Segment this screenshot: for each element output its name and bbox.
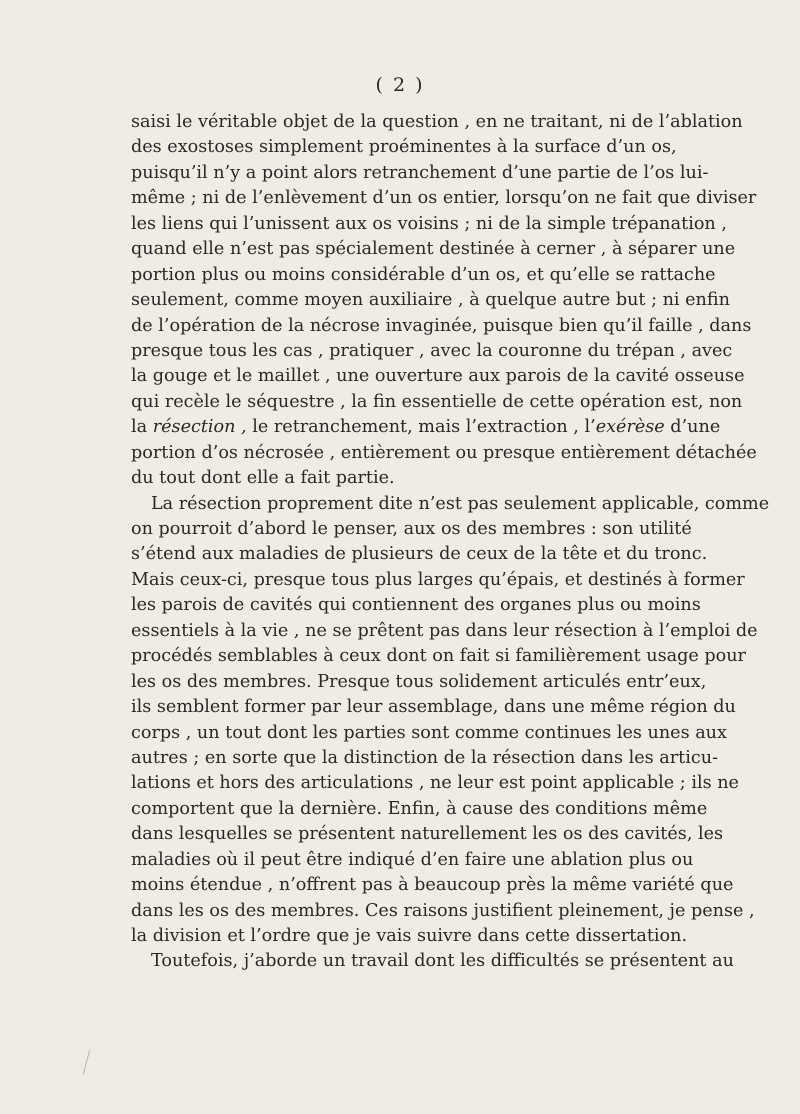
text-line: les parois de cavités qui contiennent des organes plus ou moins xyxy=(131,595,701,616)
text-line: la gouge et le maillet , une ouverture aux parois de la cavité osseuse xyxy=(131,366,745,387)
italic-term-exerese: exérèse xyxy=(595,417,665,438)
paragraph-start-line: La résection proprement dite n’est pas seulement applicable, comme xyxy=(151,493,770,514)
body-text xyxy=(131,110,770,975)
text-line: procédés semblables à ceux dont on fait si familièrement usage pour xyxy=(131,646,746,667)
text-line: du tout dont elle a fait partie. xyxy=(131,468,395,489)
text-line-with-italics xyxy=(131,415,721,440)
text-line: quand elle n’est pas spécialement destinée à cerner , à séparer une xyxy=(131,239,736,260)
text-line: comportent que la dernière. Enfin, à cause des conditions même xyxy=(131,798,708,819)
text-line: portion d’os nécrosée , entièrement ou presque entièrement détachée xyxy=(131,442,757,463)
paragraph-start-line: Toutefois, j’aborde un travail dont les difficultés se présentent au xyxy=(151,951,734,972)
text-line: puisqu’il n’y a point alors retranchement d’une partie de l’os lui- xyxy=(131,162,709,183)
text-line: moins étendue , n’offrent pas à beaucoup près la même variété que xyxy=(131,875,734,896)
text-segment: d’une xyxy=(664,417,721,438)
text-line: qui recèle le séquestre , la fin essentielle de cette opération est, non xyxy=(131,391,743,412)
text-line: dans lesquelles se présentent naturellement les os des cavités, les xyxy=(131,824,724,845)
text-segment: le retranchement, mais l’extraction , l’ xyxy=(246,417,596,438)
text-line: lations et hors des articulations , ne leur est point applicable ; ils ne xyxy=(131,773,739,794)
text-line: autres ; en sorte que la distinction de la résection dans les articu- xyxy=(131,747,719,768)
text-line: la division et l’ordre que je vais suivre dans cette dissertation. xyxy=(131,926,688,946)
text-segment: la xyxy=(131,417,148,438)
text-line: dans les os des membres. Ces raisons justifient pleinement, je pense , xyxy=(131,900,755,921)
page-edge-mark xyxy=(83,1050,96,1074)
text-line: essentiels à la vie , ne se prêtent pas dans leur résection à l’emploi de xyxy=(131,620,758,641)
text-line: presque tous les cas , pratiquer , avec la couronne du trépan , avec xyxy=(131,340,733,361)
text-line: seulement, comme moyen auxiliaire , à quelque autre but ; ni enfin xyxy=(131,290,730,311)
text-line: des exostoses simplement proéminentes à la surface d’un os, xyxy=(131,137,677,158)
text-line: saisi le véritable objet de la question , en ne traitant, ni de l’ablation xyxy=(131,112,743,132)
text-line: Mais ceux-ci, presque tous plus larges qu’épais, et destinés à former xyxy=(131,569,745,590)
italic-term-resection: résection , xyxy=(152,417,247,438)
text-line: on pourroit d’abord le penser, aux os des membres : son utilité xyxy=(131,519,692,539)
page-number: ( 2 ) xyxy=(375,74,425,96)
text-line: les os des membres. Presque tous solidement articulés entr’eux, xyxy=(131,671,707,692)
text-line: maladies où il peut être indiqué d’en faire une ablation plus ou xyxy=(131,849,694,870)
text-line: ils semblent former par leur assemblage, dans une même région du xyxy=(131,697,736,718)
text-line: portion plus ou moins considérable d’un os, et qu’elle se rattache xyxy=(131,264,716,285)
text-line: les liens qui l’unissent aux os voisins ; ni de la simple trépanation , xyxy=(131,213,727,234)
text-line: même ; ni de l’enlèvement d’un os entier, lorsqu’on ne fait que diviser xyxy=(131,188,757,209)
text-line: de l’opération de la nécrose invaginée, puisque bien qu’il faille , dans xyxy=(131,315,752,336)
text-line: s’étend aux maladies de plusieurs de ceux de la tête et du tronc. xyxy=(131,544,708,565)
text-line: corps , un tout dont les parties sont comme continues les unes aux xyxy=(131,722,727,743)
